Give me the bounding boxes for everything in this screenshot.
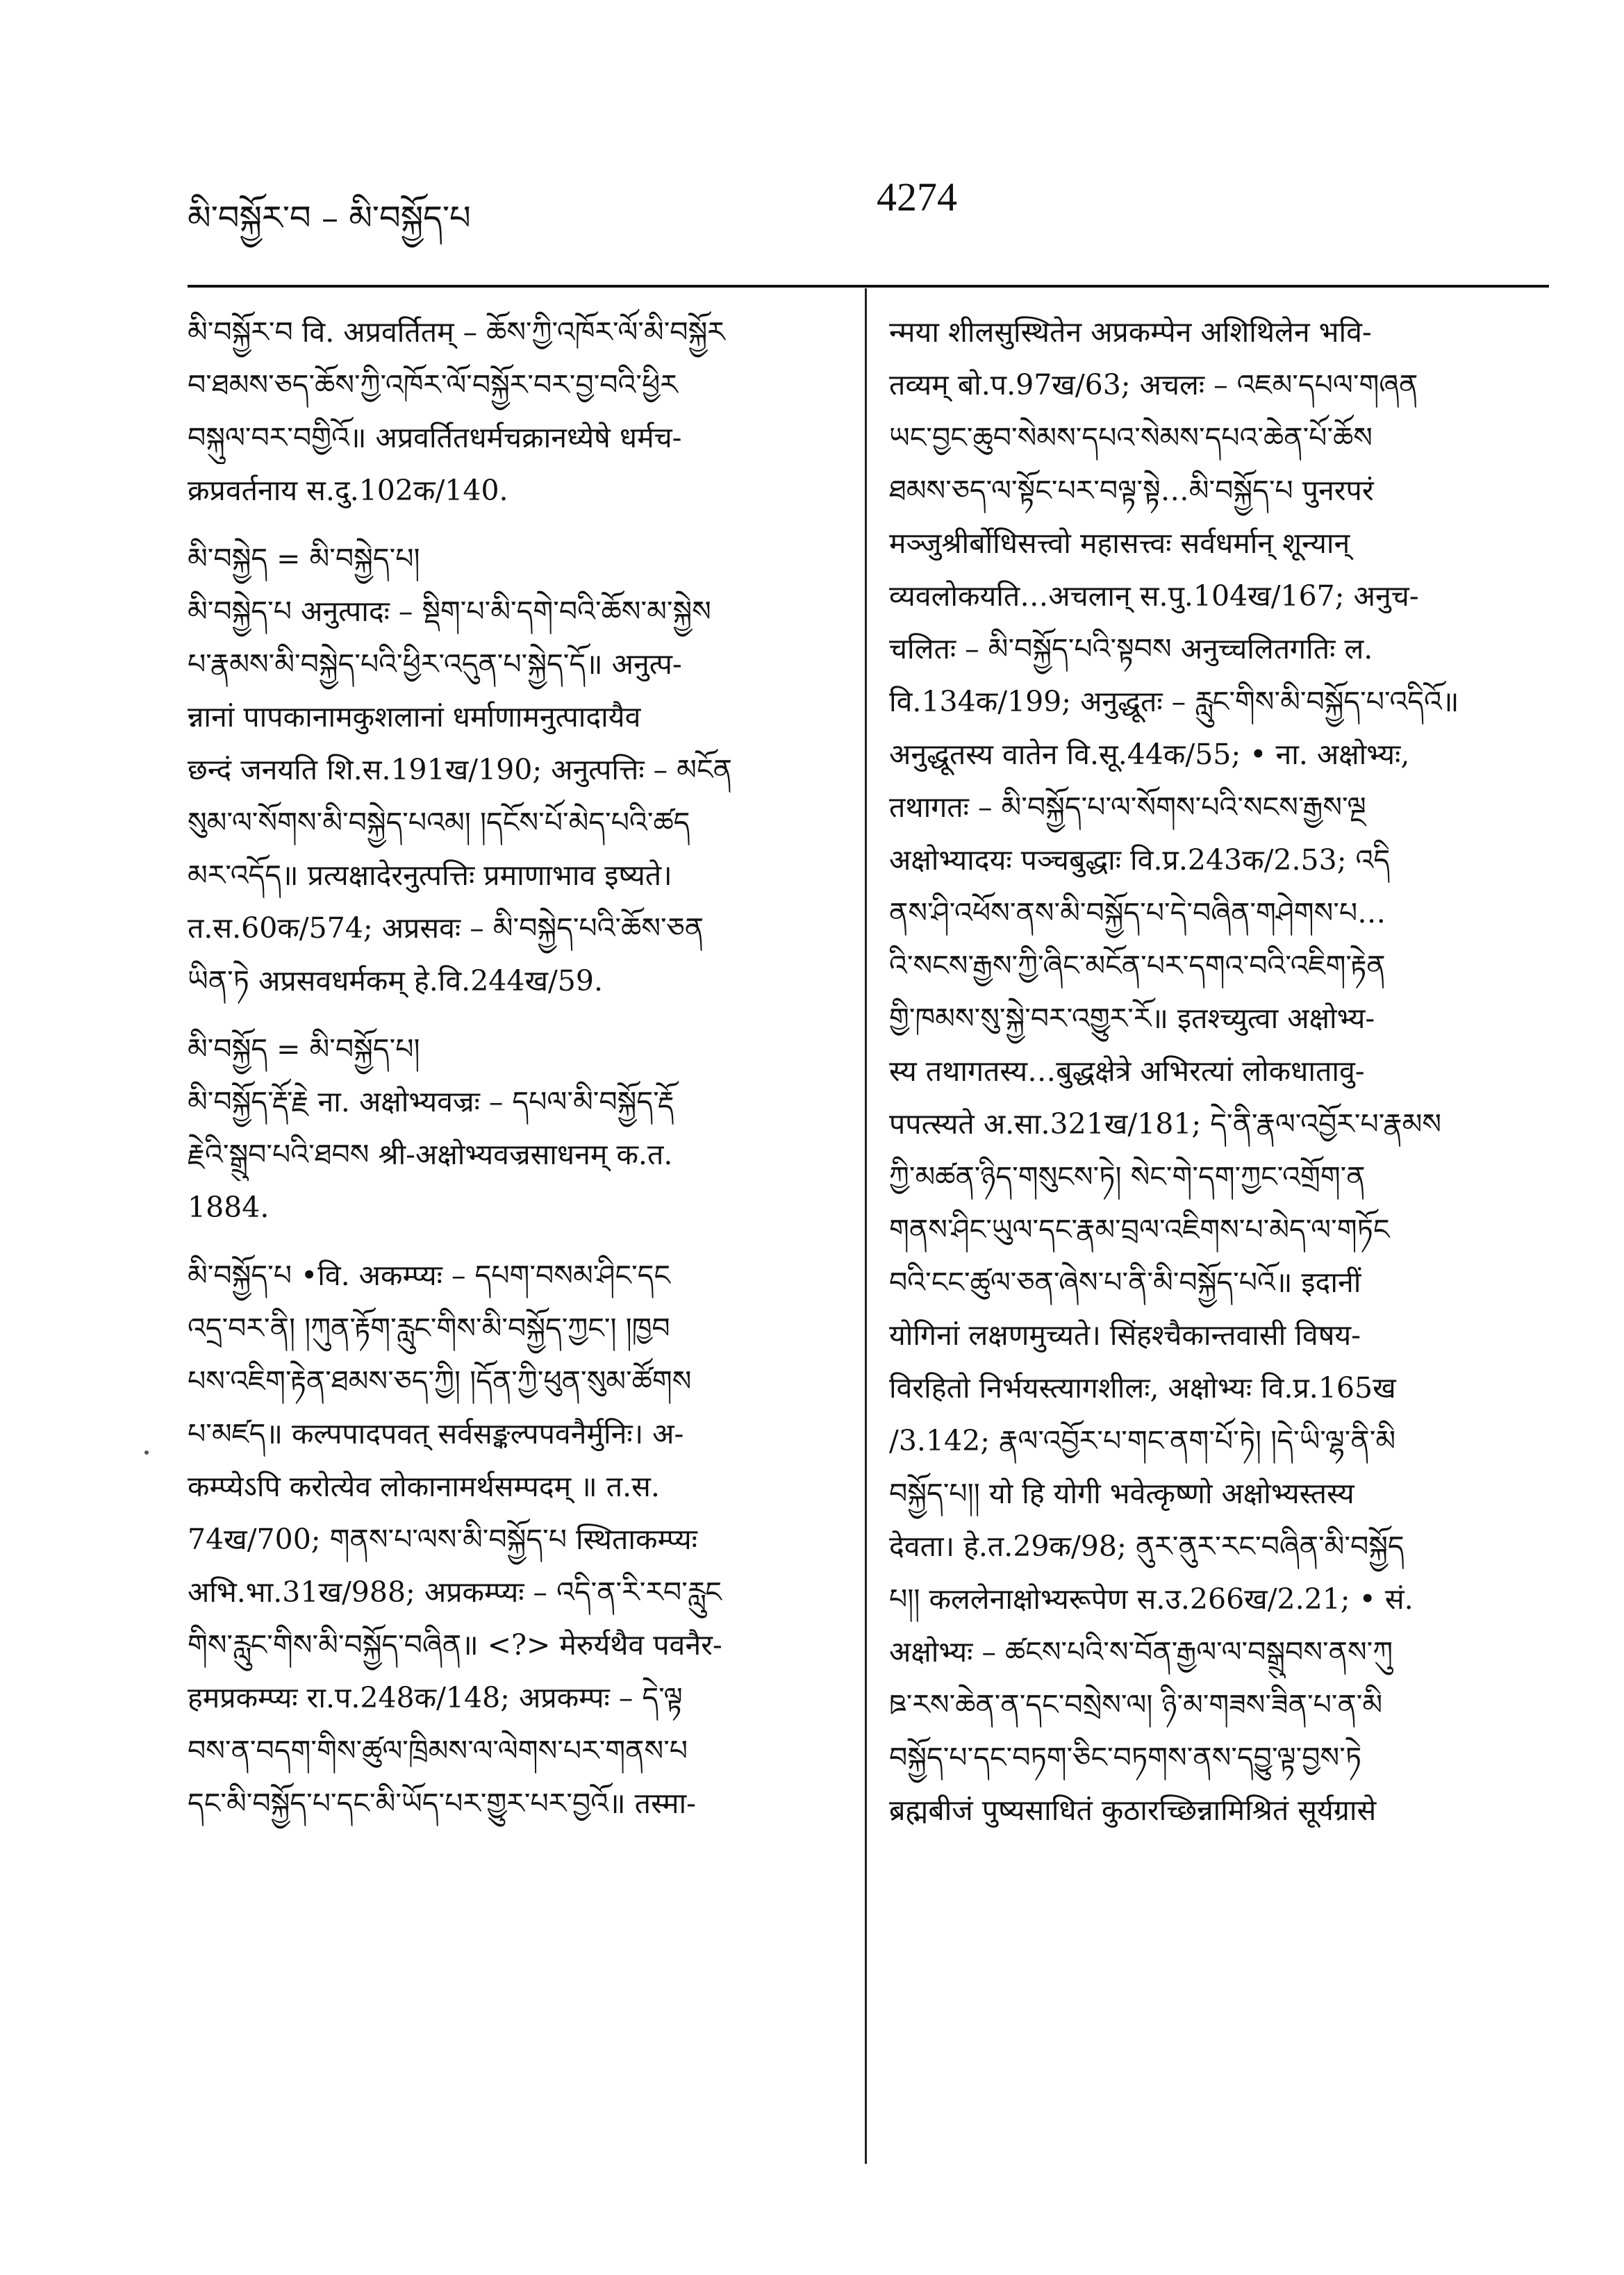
entry-line: न्मया शीलसुस्थितेन अप्रकम्पेन अशिथिलेन भवि- bbox=[889, 315, 1372, 349]
entry-mi-bskyod bbox=[188, 1023, 844, 1075]
entry-line: ब्रह्मबीजं पुष्यसाधितं कुठारच्छिन्नामिश्रितं सूर्यग्रासे bbox=[889, 1794, 1377, 1827]
page-header bbox=[188, 174, 1549, 236]
entry-line: तथागतः – མི་བསྐྱོད་པ་ལ་སོགས་པའི་སངས་རྒྱས་ལྔ bbox=[889, 791, 1366, 824]
column-divider bbox=[865, 288, 867, 2164]
running-head: མི་བསྐྱོར་བ – མི་བསྐྱོད་པ bbox=[188, 199, 471, 238]
entry-mi-bskyod-pa bbox=[188, 1249, 844, 1830]
entry-line: བའི་ངང་ཚུལ་ཅན་ཞེས་པ་ནི་མི་བསྐྱོད་པའོ॥ इदानीं bbox=[889, 1266, 1361, 1299]
entry-line: ཀྱི་མཚན་ཉིད་གསུངས་ཏེ། སེང་གེ་དག་ཀྱང་འགྲོག་ན bbox=[889, 1160, 1366, 1193]
entry-gap bbox=[188, 517, 844, 532]
entry-mi-bskyed bbox=[188, 532, 844, 585]
entry-line: ཋ་རས་ཆེན་ན་དང་བསྲེས་ལ། ཉི་མ་གཟས་ཟིན་པ་ན་མི bbox=[889, 1688, 1383, 1721]
entry-line: व्यवलोकयति…अचलान् स.पु.104ख/167; अनुच- bbox=[889, 579, 1419, 613]
entry-line: མར་འདོད॥ प्रत्यक्षादेरनुत्पत्तिः प्रमाणाभाव इष्यते। bbox=[188, 859, 672, 892]
entry-line: བསྐྱོད་པ་དང་བཏག་ཅིང་བཏགས་ནས་དབྱུ་ལྟ་བྱས་ཏེ bbox=[889, 1741, 1362, 1774]
entry-line: མི་བསྐྱོད་རྡོ་རྗེ ना. अक्षोभ्यवज्रः – དཔལ་མི་བསྐྱོད་རྡོ bbox=[188, 1085, 674, 1118]
entry-line: अक्षोभ्यः – ཚངས་པའི་ས་བོན་རྒྱལ་ལ་བསྒྲུབས་ནས་ཀུ bbox=[889, 1635, 1393, 1669]
entry-line: ཡིན་ཏེ अप्रसवधर्मकम् हे.वि.244ख/59. bbox=[188, 964, 604, 998]
entry-line: རྗེའི་སྒྲུབ་པའི་ཐབས श्री-अक्षोभ्यवज्रसाधनम् क.त. bbox=[188, 1138, 673, 1171]
entry-line: अक्षोभ्यादयः पञ्चबुद्धाः वि.प्र.243क/2.53; འདི bbox=[889, 843, 1391, 877]
right-column bbox=[889, 306, 1556, 2167]
entry-line: གྱི་ཁམས་སུ་སྐྱེ་བར་འགྱུར་རོ॥ इतश्च्युत्वा अक्षोभ्य- bbox=[889, 1002, 1375, 1035]
entry-line: विरहितो निर्भयस्त्यागशीलः, अक्षोभ्यः वि.प्र.165ख bbox=[889, 1371, 1396, 1405]
entry-line: तव्यम् बो.प.97ख/63; अचलः – འཇམ་དཔལ་གཞན bbox=[889, 368, 1418, 402]
entry-gap bbox=[188, 1234, 844, 1249]
entry-line: चलितः – མི་བསྐྱོད་པའི་སྟབས अनुच्चलितगतिः ल. bbox=[889, 632, 1373, 665]
entry-line: कम्प्येऽपि करोत्येव लोकानामर्थसम्पदम् ॥ त.स. bbox=[188, 1470, 660, 1503]
entry-line: སུམ་ལ་སོགས་མི་བསྐྱེད་པའམ། །དངོས་པོ་མེད་པའི་ཚད bbox=[188, 806, 690, 839]
entry-line: གནས་ཤིང་ཡུལ་དང་རྣམ་བྲལ་འཇིགས་པ་མེད་ལ་གཏོང bbox=[889, 1213, 1390, 1246]
entry-line: देवता। हे.त.29क/98; ནུར་ནུར་རང་བཞིན་མི་བསྐྱོད bbox=[889, 1530, 1405, 1563]
entry-line: /3.142; རྣལ་འབྱོར་པ་གང་ནག་པོ་ཏེ། །དེ་ཡི་ལྷ་ནི་མི bbox=[889, 1424, 1396, 1457]
entry-line: छन्दं जनयति शि.स.191ख/190; अनुत्पत्तिः – མངོན bbox=[188, 753, 732, 786]
entry-mi-bskyod-rdo-rje bbox=[188, 1075, 844, 1234]
header-rule bbox=[188, 285, 1549, 288]
entry-line: क्रप्रवर्तनाय स.दु.102क/140. bbox=[188, 474, 508, 507]
entry-line: འི་སངས་རྒྱས་ཀྱི་ཞིང་མངོན་པར་དགའ་བའི་འཇིག་རྟེན bbox=[889, 949, 1386, 982]
entry-line: མི་བསྐྱེད = མི་བསྐྱེད་པ། bbox=[188, 542, 420, 575]
entry-line: དང་མི་བསྐྱོད་པ་དང་མི་ཡོད་པར་གྱུར་པར་བྱའོ॥ तस्मा- bbox=[188, 1787, 696, 1820]
entry-line: 74ख/700; གནས་པ་ལས་མི་བསྐྱོད་པ स्थिताकम्प्यः bbox=[188, 1523, 697, 1556]
entry-line: བས་ན་བདག་གིས་ཚུལ་ཁྲིམས་ལ་ལེགས་པར་གནས་པ bbox=[188, 1734, 688, 1767]
entry-line: མི་བསྐྱོར་བ वि. अप्रवर्तितम् – ཆོས་ཀྱི་འཁོར་ལོ་མི་བསྐྱོར bbox=[188, 315, 725, 349]
entry-line: མི་བསྐྱོད་པ •वि. अकम्प्यः – དཔག་བསམ་ཤིང་དང bbox=[188, 1259, 671, 1292]
entry-line: ཡང་བྱང་ཆུབ་སེམས་དཔའ་སེམས་དཔའ་ཆེན་པོ་ཆོས bbox=[889, 421, 1373, 454]
entry-line: མི་བསྐྱོད = མི་བསྐྱོད་པ། bbox=[188, 1032, 420, 1066]
entry-line: स्य तथागतस्य…बुद्धक्षेत्रे अभिरत्यां लोकधातावु- bbox=[889, 1054, 1365, 1088]
entry-mi-bskyed-pa bbox=[188, 585, 844, 1007]
entry-line: मञ्जुश्रीर्बोधिसत्त्वो महासत्त्वः सर्वधर्मान् शून्यान् bbox=[889, 527, 1350, 560]
entry-gap bbox=[188, 1007, 844, 1023]
entry-line: न्नानां पापकानामकुशलानां धर्माणामनुत्पादायैव bbox=[188, 700, 641, 734]
entry-line: མི་བསྐྱེད་པ अनुत्पादः – སྡིག་པ་མི་དགེ་བའི་ཆོས་མ་སྐྱེས bbox=[188, 595, 711, 628]
entry-mi-bskyor-ba bbox=[188, 306, 844, 517]
entry-line: ཐམས་ཅད་ལ་སྟོང་པར་བལྟ་སྟེ…མི་བསྐྱོད་པ पुनरपरं bbox=[889, 474, 1374, 507]
entry-line: བ་ཐམས་ཅད་ཆོས་ཀྱི་འཁོར་ལོ་བསྐྱོར་བར་བྱ་བའི་ཕྱིར bbox=[188, 368, 678, 402]
left-column bbox=[188, 306, 844, 2167]
entry-line: हमप्रकम्प्यः रा.प.248क/148; अप्रकम्पः – དེ་ལྟ bbox=[188, 1681, 683, 1714]
entry-line: པས་འཇིག་རྟེན་ཐམས་ཅད་ཀྱི། །དོན་ཀྱི་ཕུན་སུམ་ཚོགས bbox=[188, 1364, 692, 1398]
page-number: 4274 bbox=[877, 174, 957, 220]
entry-line: བསྐུལ་བར་བགྱིའོ॥ अप्रवर्तितधर्मचक्रानध्येषे धर्मच- bbox=[188, 421, 682, 454]
entry-line: अनुद्धूतस्य वातेन वि.सू.44क/55; • ना. अक्षोभ्यः, bbox=[889, 738, 1410, 771]
stray-mark bbox=[144, 1450, 149, 1455]
entry-line: ནས་ཤི་འཕོས་ནས་མི་བསྐྱོད་པ་དེ་བཞིན་གཤེགས་པ… bbox=[889, 896, 1386, 929]
entry-line: པ་རྣམས་མི་བསྐྱེད་པའི་ཕྱིར་འདུན་པ་སྐྱེད་དོ॥ अनुत्प- bbox=[188, 647, 682, 681]
entry-line: པ།། कललेनाक्षोभ्यरूपेण स.उ.266ख/2.21; • सं. bbox=[889, 1582, 1414, 1616]
entry-line: त.स.60क/574; अप्रसवः – མི་བསྐྱེད་པའི་ཆོས་ཅན bbox=[188, 911, 704, 945]
entry-line: འདྲ་བར་ནི། །ཀུན་རྟོག་རླུང་གིས་མི་བསྐྱོད་ཀྱང་། །ཁྱབ bbox=[188, 1312, 670, 1345]
entry-line: योगिनां लक्षणमुच्यते। सिंहश्चैकान्तवासी विषय- bbox=[889, 1318, 1361, 1352]
entry-line: पपत्स्यते अ.सा.321ख/181; དེ་ནི་རྣལ་འབྱོར་པ་རྣམས bbox=[889, 1107, 1442, 1141]
entry-line: 1884. bbox=[188, 1191, 270, 1224]
entry-line: वि.134क/199; अनुद्धूतः – རླུང་གིས་མི་བསྐྱོད་པ་འདིའོ॥ bbox=[889, 685, 1459, 718]
entry-line: པ་མཛད॥ कल्पपादपवत् सर्वसङ्कल्पपवनैर्मुनिः। अ- bbox=[188, 1417, 684, 1450]
entry-line: བསྐྱོད་པ།། यो हि योगी भवेत्कृष्णो अक्षोभ्यस्तस्य bbox=[889, 1477, 1354, 1510]
entry-line: གིས་རླུང་གིས་མི་བསྐྱོད་བཞིན॥ <?> मेरुर्यथैव पवनैर- bbox=[188, 1628, 722, 1662]
entry-line: अभि.भा.31ख/988; अप्रकम्प्यः – འདི་ན་རི་རབ་རླུང bbox=[188, 1575, 722, 1609]
